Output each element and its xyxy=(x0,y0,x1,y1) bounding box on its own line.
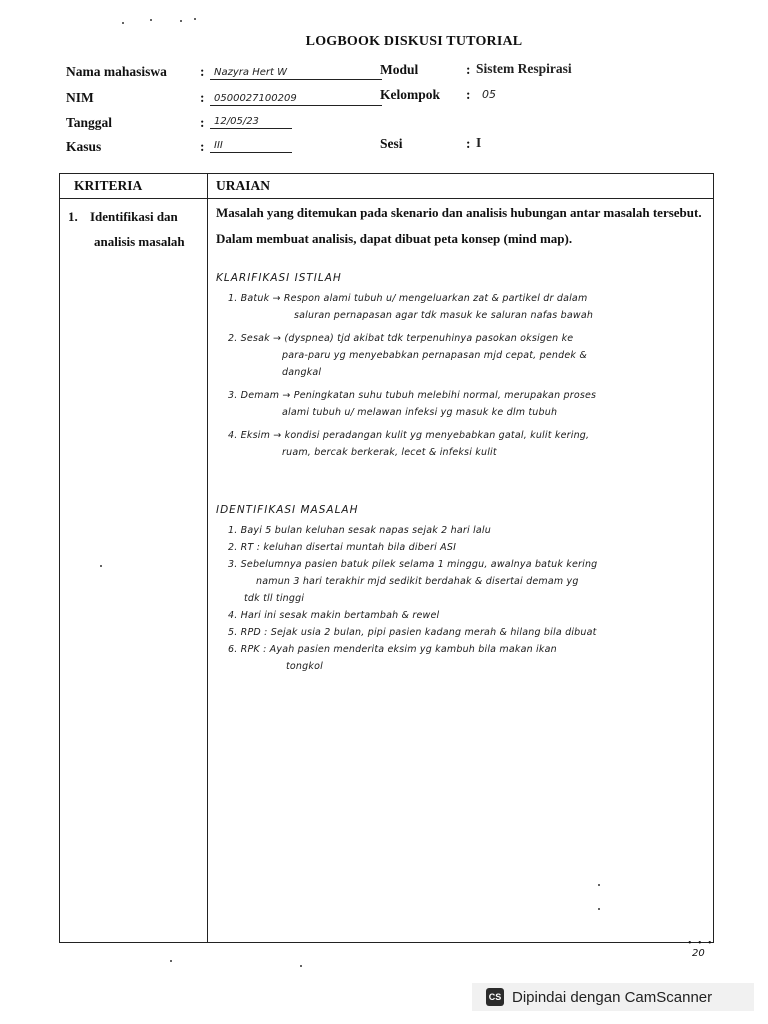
item-line: 3. Demam → Peningkatan suhu tubuh melebihi normal, merupakan proses xyxy=(228,390,597,401)
description-text: Masalah yang ditemukan pada skenario dan analisis hubungan antar masalah tersebut. Dalam membuat analisis, dapat dibuat peta konsep (mind map). xyxy=(216,205,702,246)
colon: : xyxy=(466,136,471,151)
colon: : xyxy=(466,87,471,102)
klarifikasi-item xyxy=(216,387,711,421)
kelompok-label: Kelompok xyxy=(380,87,441,102)
nama-label: Nama mahasiswa xyxy=(66,64,167,79)
tanggal-label: Tanggal xyxy=(66,115,113,130)
identifikasi-item xyxy=(216,556,711,607)
criteria-line-2: analisis masalah xyxy=(94,234,185,249)
bottom-rule xyxy=(59,942,714,943)
identifikasi-item xyxy=(216,641,711,675)
scan-speck xyxy=(180,20,182,22)
scan-speck xyxy=(170,960,172,962)
header-divider xyxy=(60,198,713,199)
item-line: 6. RPK : Ayah pasien menderita eksim yg kambuh bila makan ikan xyxy=(228,644,557,655)
tanggal-value: 12/05/23 xyxy=(210,115,292,129)
item-line: 3. Sebelumnya pasien batuk pilek selama 1 minggu, awalnya batuk kering xyxy=(228,559,598,570)
page-number: 20 xyxy=(692,948,705,959)
scan-speck xyxy=(300,965,302,967)
scan-speck xyxy=(122,22,124,24)
item-line: dangkal xyxy=(282,367,322,378)
page-dots: • • • xyxy=(688,938,714,949)
colon: : xyxy=(200,115,205,130)
identifikasi-heading: IDENTIFIKASI MASALAH xyxy=(216,504,359,516)
klarifikasi-item xyxy=(216,427,711,461)
colon: : xyxy=(200,64,205,79)
item-line: para-paru yg menyebabkan pernapasan mjd cepat, pendek & xyxy=(282,350,587,361)
item-line: 1. Batuk → Respon alami tubuh u/ mengeluarkan zat & partikel dr dalam xyxy=(228,293,588,304)
camscanner-text: Dipindai dengan CamScanner xyxy=(512,988,713,1006)
nama-value: Nazyra Hert W xyxy=(210,66,382,80)
identifikasi-section xyxy=(216,502,711,675)
identifikasi-item: 2. RT : keluhan disertai muntah bila diberi ASI xyxy=(228,542,457,553)
nim-value: 0500027100209 xyxy=(210,92,382,106)
kasus-label: Kasus xyxy=(66,139,102,154)
col-kriteria-header: KRITERIA xyxy=(74,178,143,193)
column-divider xyxy=(207,174,208,942)
scan-speck xyxy=(598,884,600,886)
colon: : xyxy=(200,90,205,105)
scan-speck xyxy=(598,908,600,910)
kelompok-value: 05 xyxy=(482,88,496,101)
item-line: tdk tll tinggi xyxy=(244,593,305,604)
logbook-table xyxy=(59,173,714,943)
colon: : xyxy=(200,139,205,154)
klarifikasi-item xyxy=(216,290,711,324)
camscanner-icon: CS xyxy=(486,988,504,1006)
modul-label: Modul xyxy=(380,62,419,77)
col-uraian-header: URAIAN xyxy=(216,178,270,193)
klarifikasi-heading: KLARIFIKASI ISTILAH xyxy=(216,272,342,284)
colon: : xyxy=(466,62,471,77)
item-line: alami tubuh u/ melawan infeksi yg masuk ke dlm tubuh xyxy=(282,407,558,418)
camscanner-watermark xyxy=(472,983,754,1011)
identifikasi-item: 5. RPD : Sejak usia 2 bulan, pipi pasien kadang merah & hilang bila dibuat xyxy=(228,627,597,638)
item-line: 4. Eksim → kondisi peradangan kulit yg menyebabkan gatal, kulit kering, xyxy=(228,430,590,441)
item-line: 2. Sesak → (dyspnea) tjd akibat tdk terpenuhinya pasokan oksigen ke xyxy=(228,333,574,344)
klarifikasi-item xyxy=(216,330,711,381)
scan-speck xyxy=(150,19,152,21)
criteria-number: 1. xyxy=(68,209,78,224)
identifikasi-item: 4. Hari ini sesak makin bertambah & rewel xyxy=(228,610,440,621)
scan-speck xyxy=(100,565,102,567)
klarifikasi-section xyxy=(216,270,711,467)
item-line: tongkol xyxy=(286,661,323,672)
sesi-value: I xyxy=(476,135,482,150)
criteria-line-1: Identifikasi dan xyxy=(90,209,178,224)
kasus-value: III xyxy=(210,139,292,153)
sesi-label: Sesi xyxy=(380,136,403,151)
scan-speck xyxy=(194,18,196,20)
nim-label: NIM xyxy=(66,90,94,105)
item-line: ruam, bercak berkerak, lecet & infeksi kulit xyxy=(282,447,497,458)
criteria-cell xyxy=(68,204,202,254)
page-title: LOGBOOK DISKUSI TUTORIAL xyxy=(305,34,523,49)
modul-value: Sistem Respirasi xyxy=(476,61,572,76)
item-line: saluran pernapasan agar tdk masuk ke saluran nafas bawah xyxy=(294,310,594,321)
identifikasi-item: 1. Bayi 5 bulan keluhan sesak napas sejak 2 hari lalu xyxy=(228,525,491,536)
item-line: namun 3 hari terakhir mjd sedikit berdahak & disertai demam yg xyxy=(256,576,579,587)
